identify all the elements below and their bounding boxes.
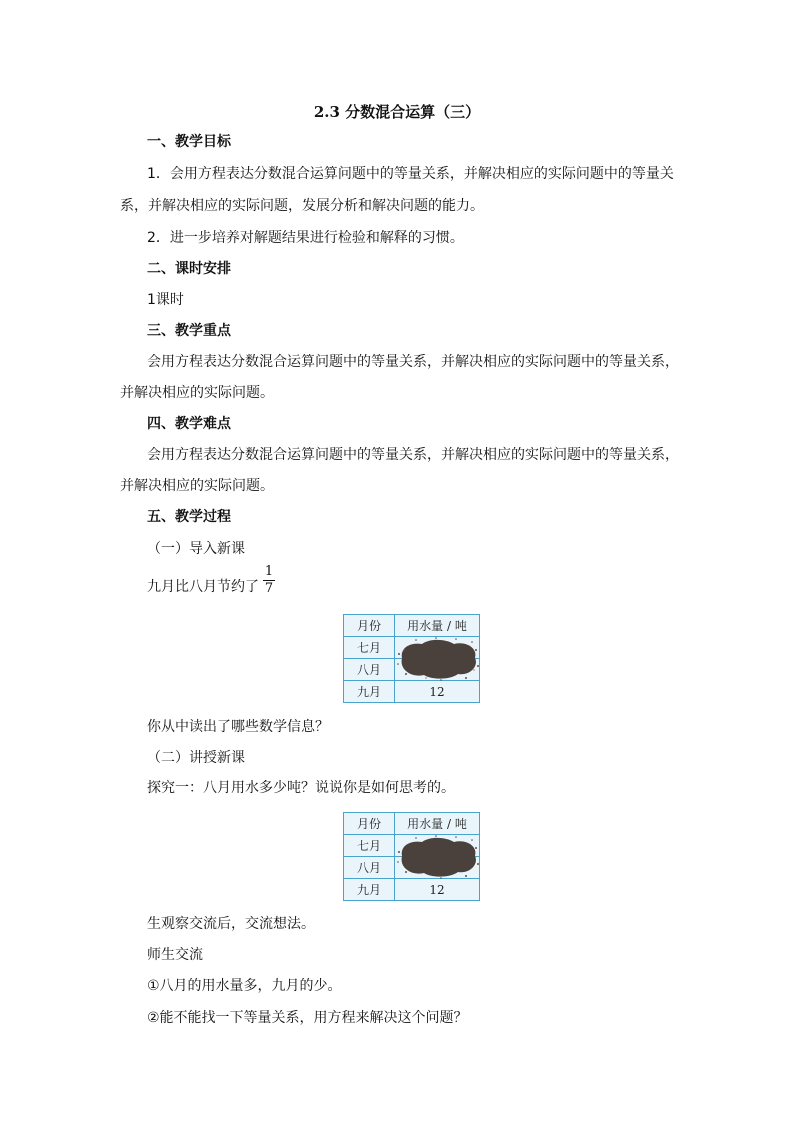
row-month: 七月: [344, 835, 395, 857]
row-month: 八月: [344, 857, 395, 879]
fraction-numerator: 1: [264, 564, 274, 579]
row-month: 九月: [344, 681, 395, 703]
goal-item-2: 2．进一步培养对解题结果进行检验和解释的习惯。: [147, 230, 464, 246]
observe-text: 生观察交流后，交流想法。: [147, 916, 315, 932]
difficulties-line-2: 并解决相应的实际问题。: [120, 478, 274, 494]
goal-item-1-line-1: 1．会用方程表达分数混合运算问题中的等量关系，并解决相应的实际问题中的等量关: [147, 166, 674, 182]
header-usage: 用水量 / 吨: [395, 813, 480, 835]
subsection-intro: （一）导入新课: [147, 541, 245, 557]
point-1: ①八月的用水量多，九月的少。: [147, 978, 342, 994]
row-usage: 12: [395, 681, 480, 703]
page-title: 2.3 分数混合运算（三）: [313, 103, 481, 121]
section-heading-process: 五、教学过程: [147, 509, 231, 525]
intro-text: 九月比八月节约了: [147, 579, 259, 595]
key-points-line-2: 并解决相应的实际问题。: [120, 385, 274, 401]
point-2: ②能不能找一下等量关系，用方程来解决这个问题？: [147, 1010, 468, 1026]
exchange-text: 师生交流: [147, 947, 203, 963]
table-header-row: [344, 615, 480, 637]
ink-blot-image: [396, 834, 480, 880]
ink-blot-image: [396, 636, 480, 682]
section-heading-goals: 一、教学目标: [147, 134, 231, 150]
fraction-one-seventh: [263, 565, 275, 596]
header-month: 月份: [344, 615, 395, 637]
row-usage: 12: [395, 879, 480, 901]
table-row: [344, 879, 480, 901]
key-points-line-1: 会用方程表达分数混合运算问题中的等量关系，并解决相应的实际问题中的等量关系，: [147, 354, 679, 370]
subsection-new-lesson: （二）讲授新课: [147, 750, 245, 766]
row-month: 七月: [344, 637, 395, 659]
section-heading-schedule: 二、课时安排: [147, 261, 231, 277]
section-heading-difficulties: 四、教学难点: [147, 416, 231, 432]
explore-question-1: 探究一：八月用水多少吨？说说你是如何思考的。: [147, 780, 455, 796]
row-month: 八月: [344, 659, 395, 681]
goal-item-1-line-2: 系，并解决相应的实际问题，发展分析和解决问题的能力。: [120, 198, 484, 214]
section-heading-key-points: 三、教学重点: [147, 323, 231, 339]
question-math-info: 你从中读出了哪些数学信息？: [147, 719, 329, 735]
header-month: 月份: [344, 813, 395, 835]
difficulties-line-1: 会用方程表达分数混合运算问题中的等量关系，并解决相应的实际问题中的等量关系，: [147, 447, 679, 463]
header-usage: 用水量 / 吨: [395, 615, 480, 637]
schedule-text: 1课时: [147, 292, 184, 308]
fraction-denominator: 7: [264, 581, 274, 596]
table-row: [344, 681, 480, 703]
table-header-row: [344, 813, 480, 835]
row-month: 九月: [344, 879, 395, 901]
